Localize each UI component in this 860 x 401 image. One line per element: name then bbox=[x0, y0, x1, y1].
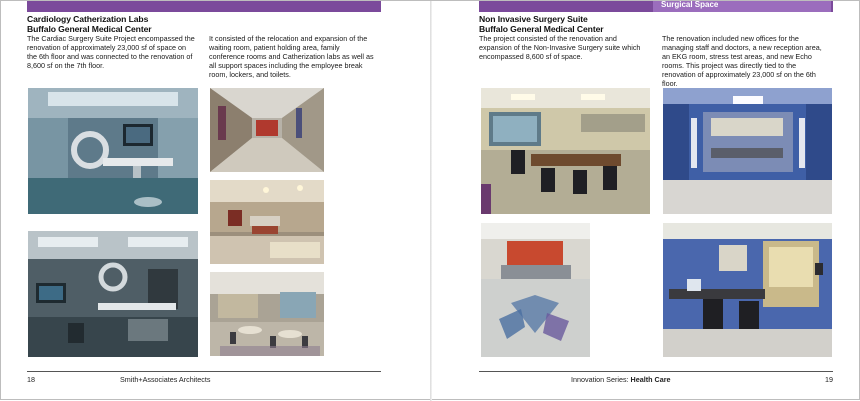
photo-break-room bbox=[210, 272, 324, 356]
right-footer-series bbox=[571, 375, 671, 384]
right-footer-rule bbox=[479, 371, 833, 372]
left-paragraph-1: The Cardiac Surgery Suite Project encompassed the renovation of approximately 23,000 sf of space on the 6th floor and was connected to the renovation of 8,600 sf on the 7th floor. bbox=[27, 34, 195, 70]
page-gutter bbox=[430, 1, 432, 401]
left-paragraph-2: It consisted of the relocation and expansion of the waiting room, patient holding area, family conference rooms and Catherization labs as well as all support spaces including the employee break room, lockers, and toilets. bbox=[209, 34, 374, 79]
series-name: Health Care bbox=[630, 375, 671, 384]
photo-cath-lab-2 bbox=[28, 231, 198, 357]
photo-reception-desk bbox=[481, 223, 590, 357]
photo-corridor bbox=[210, 88, 324, 172]
right-title-line2: Buffalo General Medical Center bbox=[479, 24, 604, 34]
right-paragraph-1: The project consisted of the renovation and expansion of the Non-Invasive Surgery suite which encompassed 8,600 sf of space. bbox=[479, 34, 641, 61]
left-project-title bbox=[27, 14, 152, 34]
photo-cath-lab-1 bbox=[28, 88, 198, 214]
left-header-band bbox=[27, 1, 381, 12]
left-title-line1: Cardiology Catherization Labs bbox=[27, 14, 149, 24]
left-page-number: 18 bbox=[27, 375, 35, 384]
right-paragraph-2: The renovation included new offices for the managing staff and doctors, a new reception area, an EKG room, stress test areas, and new Echo rooms. This project was directly tied to the renovation of approximately 23,000 sf on the 6th floor. bbox=[662, 34, 822, 88]
photo-echo-room bbox=[663, 223, 832, 357]
series-label: Innovation Series: bbox=[571, 375, 631, 384]
left-footer-rule bbox=[27, 371, 381, 372]
photo-waiting-room bbox=[210, 180, 324, 264]
photo-conference-room bbox=[481, 88, 650, 214]
left-footer-firm: Smith+Associates Architects bbox=[120, 375, 211, 384]
right-project-title bbox=[479, 14, 604, 34]
section-tab-label: Surgical Space bbox=[661, 0, 719, 9]
photo-ekg-room bbox=[663, 88, 832, 214]
right-title-line1: Non Invasive Surgery Suite bbox=[479, 14, 588, 24]
left-title-line2: Buffalo General Medical Center bbox=[27, 24, 152, 34]
section-tab bbox=[653, 1, 831, 12]
right-page-number: 19 bbox=[825, 375, 833, 384]
